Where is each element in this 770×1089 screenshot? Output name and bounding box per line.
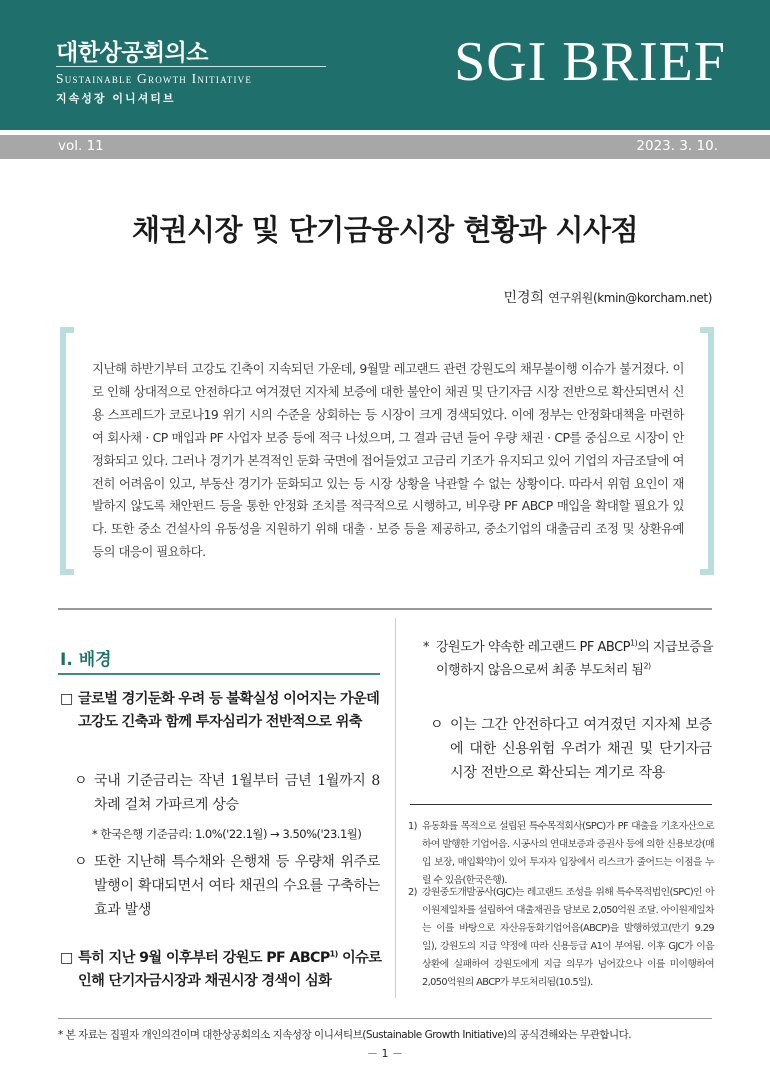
rate-note: * 한국은행 기준금리: 1.0%('22.1월) → 3.50%('23.1월) xyxy=(92,827,362,841)
footnote-2 xyxy=(408,884,714,992)
note-text xyxy=(423,636,715,682)
note-text-part: 강원도가 약속한 레고랜드 PF ABCP xyxy=(436,640,630,655)
footnote-1 xyxy=(408,818,714,890)
legoland-note xyxy=(423,636,715,682)
column-separator xyxy=(395,618,396,998)
sub-bullet-issuance xyxy=(74,850,380,922)
sub-bullet-credit-risk xyxy=(430,713,712,785)
footnote-divider xyxy=(410,804,712,805)
circle-marker: ㅇ xyxy=(74,773,88,789)
volume-number: vol. 11 xyxy=(58,138,104,154)
footnote-text: 유동화를 목적으로 설립된 특수목적회사(SPC)가 PF 대출을 기초자산으로 하여 발행한 기업어음. 시공사의 연대보증과 증권사 등에 의한 신용보강(매입 보장, 매입확약)이 있어 투자자 입장에서 리스크가 줄어드는 이점을 누릴 수 있음(한국은행). xyxy=(422,821,714,886)
box-marker: □ xyxy=(60,950,73,966)
section-divider xyxy=(58,608,712,610)
sub-bullet-text: 이는 그간 안전하다고 여겨졌던 지자체 보증에 대한 신용위험 우려가 채권 및 단기자금 시장 전반으로 확산되는 계기로 작용 xyxy=(450,717,712,781)
org-name-english: Sustainable Growth Initiative xyxy=(56,71,253,86)
author-role: 연구위원(kmin@korcham.net) xyxy=(548,291,712,305)
org-name-korean: 대한상공회의소 xyxy=(56,40,209,66)
left-bracket xyxy=(60,327,74,575)
footnote-number: 1) xyxy=(408,821,417,832)
publish-date: 2023. 3. 10. xyxy=(636,138,718,154)
sub-bullet-text: 국내 기준금리는 작년 1월부터 금년 1월까지 8차례 걸쳐 가파르게 상승 xyxy=(94,773,380,813)
brand-title: SGI BRIEF xyxy=(454,31,726,93)
volume-bar xyxy=(0,135,770,159)
bullet-uncertainty xyxy=(60,688,382,734)
footnote-ref[interactable]: 1) xyxy=(629,638,638,648)
footnote-text: 강원중도개발공사(GJC)는 레고랜드 조성을 위해 특수목적법인(SPC)인 아이원제일차를 설립하여 대출채권을 담보로 2,050억원 조달. 아이원제일차는 이를 바탕으로 자산유동화기업어음(ABCP)을 발행하였고(만기 9.29일), 강원도의 지급 약정에 따라 신용등급 A1이 부여됨. 이후 GJC가 이음 상환에 실패하여 강원도에게 지급 의무가 넘어갔으나 이를 미이행하여 2,050억원의 ABCP가 부도처리됨(10.5일). xyxy=(422,887,714,988)
footnote-number: 2) xyxy=(408,887,417,898)
right-bracket xyxy=(700,327,714,575)
page-number: － 1 － xyxy=(367,1047,403,1060)
circle-marker: ㅇ xyxy=(430,717,444,733)
asterisk-marker: * xyxy=(423,640,429,655)
section-title: Ⅰ. 배경 xyxy=(60,650,112,670)
org-divider xyxy=(56,66,326,67)
bullet-text: 글로벌 경기둔화 우려 등 불확실성 이어지는 가운데 고강도 긴축과 함께 투자심리가 전반적으로 위축 xyxy=(78,691,380,730)
note-text-part: 의 지급보증을 이행하지 않음으로써 최종 부도처리 됨 xyxy=(436,640,714,678)
org-subtitle: 지속성장 이니셔티브 xyxy=(56,92,176,105)
header-banner xyxy=(0,0,770,130)
bullet-gangwon xyxy=(60,947,382,993)
page-title: 채권시장 및 단기금융시장 현황과 시사점 xyxy=(131,213,639,247)
footnote-ref[interactable]: 2) xyxy=(643,661,651,671)
sub-bullet-rate xyxy=(74,769,380,817)
box-marker: □ xyxy=(60,691,73,707)
bullet-text-part: 이슈로 인해 단기자금시장과 채권시장 경색이 심화 xyxy=(78,950,382,989)
footer-divider xyxy=(58,1018,712,1019)
author-line xyxy=(503,287,712,307)
bullet-text xyxy=(60,947,382,993)
sub-bullet-text: 또한 지난해 특수채와 은행채 등 우량채 위주로 발행이 확대되면서 여타 채권의 수요를 구축하는 효과 발생 xyxy=(94,854,380,918)
bullet-text-part: 특히 지난 9월 이후부터 강원도 PF ABCP xyxy=(78,950,330,966)
author-name: 민경희 xyxy=(503,290,545,306)
footnote-ref[interactable]: 1) xyxy=(329,949,338,959)
abstract-text: 지난해 하반기부터 고강도 긴축이 지속되던 가운데, 9월말 레고랜드 관련 강원도의 채무불이행 이슈가 불거졌다. 이로 인해 상대적으로 안전하다고 여겨졌던 지자체 보증에 대한 불안이 채권 및 단기자금 시장 전반으로 확산되면서 신용 스프레드가 코로나19 위기 시의 수준을 상회하는 등 시장이 크게 경색되었다. 이에 정부는 안정화대책을 마련하여 회사채 · CP 매입과 PF 사업자 보증 등에 적극 나섰으며, 그 결과 금년 들어 우량 채권 · CP를 중심으로 시장이 안정화되고 있다. 그러나 경기가 본격적인 둔화 국면에 접어들었고 고금리 기조가 유지되고 있어 기업의 자금조달에 여전히 어려움이 있고, 부동산 경기가 둔화되고 있는 등 시장 상황을 낙관할 수 없는 상황이다. 따라서 위험 요인이 재발하지 않도록 채안펀드 등을 통한 안정화 조치를 적극적으로 시행하고, 비우량 PF ABCP 매입을 확대할 필요가 있다. 또한 중소 건설사의 유동성을 지원하기 위해 대출 · 보증 등을 제공하고, 중소기업의 대출금리 조정 및 상환유예 등의 대응이 필요하다. xyxy=(92,361,684,560)
disclaimer: * 본 자료는 집필자 개인의견이며 대한상공회의소 지속성장 이니셔티브(Sustainable Growth Initiative)의 공식견해와는 무관합니다. xyxy=(58,1029,632,1041)
circle-marker: ㅇ xyxy=(74,854,88,870)
section-underline xyxy=(58,673,380,675)
